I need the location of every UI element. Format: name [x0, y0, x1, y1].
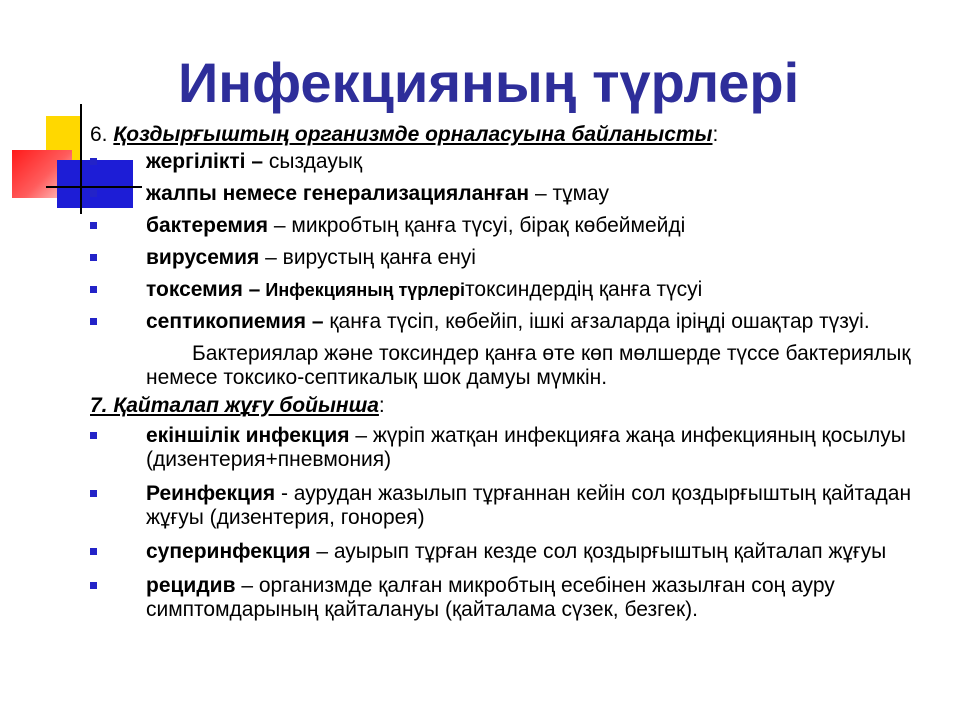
list-item-virusemia: [90, 246, 920, 270]
bullet-icon: [90, 432, 97, 439]
bullet-icon: [90, 158, 97, 165]
bullet-icon: [90, 548, 97, 555]
item-term: жергілікті –: [146, 150, 264, 173]
item-desc: токсиндердің қанға түсуі: [465, 278, 703, 301]
list-item-bacteremia: [90, 214, 920, 238]
item-desc: - аурудан жазылып тұрғаннан кейін сол қоздырғыштың қайтадан жұғуы (дизентерия, гонорея): [146, 482, 912, 529]
shock-note: Бактериялар және токсиндер қанға өте көп мөлшерде түссе бактериялық немесе токсико-септикалық шок дамуы мүмкін.: [146, 342, 911, 389]
list-item-septicopyemia: [90, 310, 920, 334]
item-term: рецидив: [146, 574, 236, 597]
item-term: Реинфекция: [146, 482, 276, 505]
decor-vertical-line: [80, 104, 82, 214]
item-desc: – жүріп жатқан инфекцияға жаңа инфекцияның қосылуы (дизентерия+пневмония): [146, 424, 906, 471]
section-6-label: Қоздырғыштың организмде орналасуына байланысты: [113, 123, 713, 146]
item-term: жалпы немесе генерализацияланған: [146, 182, 530, 205]
list-item-toxemia: [90, 278, 920, 302]
section-7-label: 7. Қайталап жұғу бойынша: [90, 394, 379, 417]
item-term: бактеремия: [146, 214, 269, 237]
item-desc: – тұмау: [529, 182, 609, 205]
item-inline-title: Инфекцияның түрлері: [260, 280, 466, 300]
bullet-icon: [90, 190, 97, 197]
bullet-icon: [90, 222, 97, 229]
list-item-secondary-infection: [90, 424, 920, 472]
bullet-icon: [90, 582, 97, 589]
slide-title: Инфекцияның түрлері: [178, 51, 800, 114]
section-7-heading: [90, 393, 920, 418]
item-desc: – микробтың қанға түсуі, бірақ көбеймейді: [268, 214, 686, 237]
item-term: вирусемия: [146, 246, 260, 269]
item-term: екіншілік инфекция: [146, 424, 350, 447]
list-item-local: [90, 150, 920, 174]
item-term: токсемия –: [146, 278, 261, 301]
section-6-heading: [90, 122, 920, 147]
list-item-relapse: [90, 574, 920, 622]
list-item-reinfection: [90, 482, 920, 530]
slide-body: [90, 122, 920, 622]
bullet-icon: [90, 318, 97, 325]
item-desc: сыздауық: [263, 150, 363, 173]
item-desc: – ауырып тұрған кезде сол қоздырғыштың қайталап жұғуы: [310, 540, 887, 563]
item-desc: – вирустың қанға енуі: [259, 246, 476, 269]
list-item-general: [90, 182, 920, 206]
item-desc: қанға түсіп, көбейіп, ішкі ағзаларда іріңді ошақтар түзуі.: [323, 310, 870, 333]
section-6-number: 6.: [90, 123, 108, 146]
item-term: септикопиемия –: [146, 310, 324, 333]
item-term: суперинфекция: [146, 540, 311, 563]
list-item-superinfection: [90, 540, 920, 564]
bullet-icon: [90, 254, 97, 261]
section-7-colon: :: [378, 394, 385, 417]
bullet-icon: [90, 490, 97, 497]
item-desc: – организмде қалған микробтың есебінен жазылған соң ауру симптомдарының қайталануы (қайталама сүзек, безгек).: [146, 574, 835, 621]
section-6-colon: :: [712, 123, 719, 146]
bullet-icon: [90, 286, 97, 293]
